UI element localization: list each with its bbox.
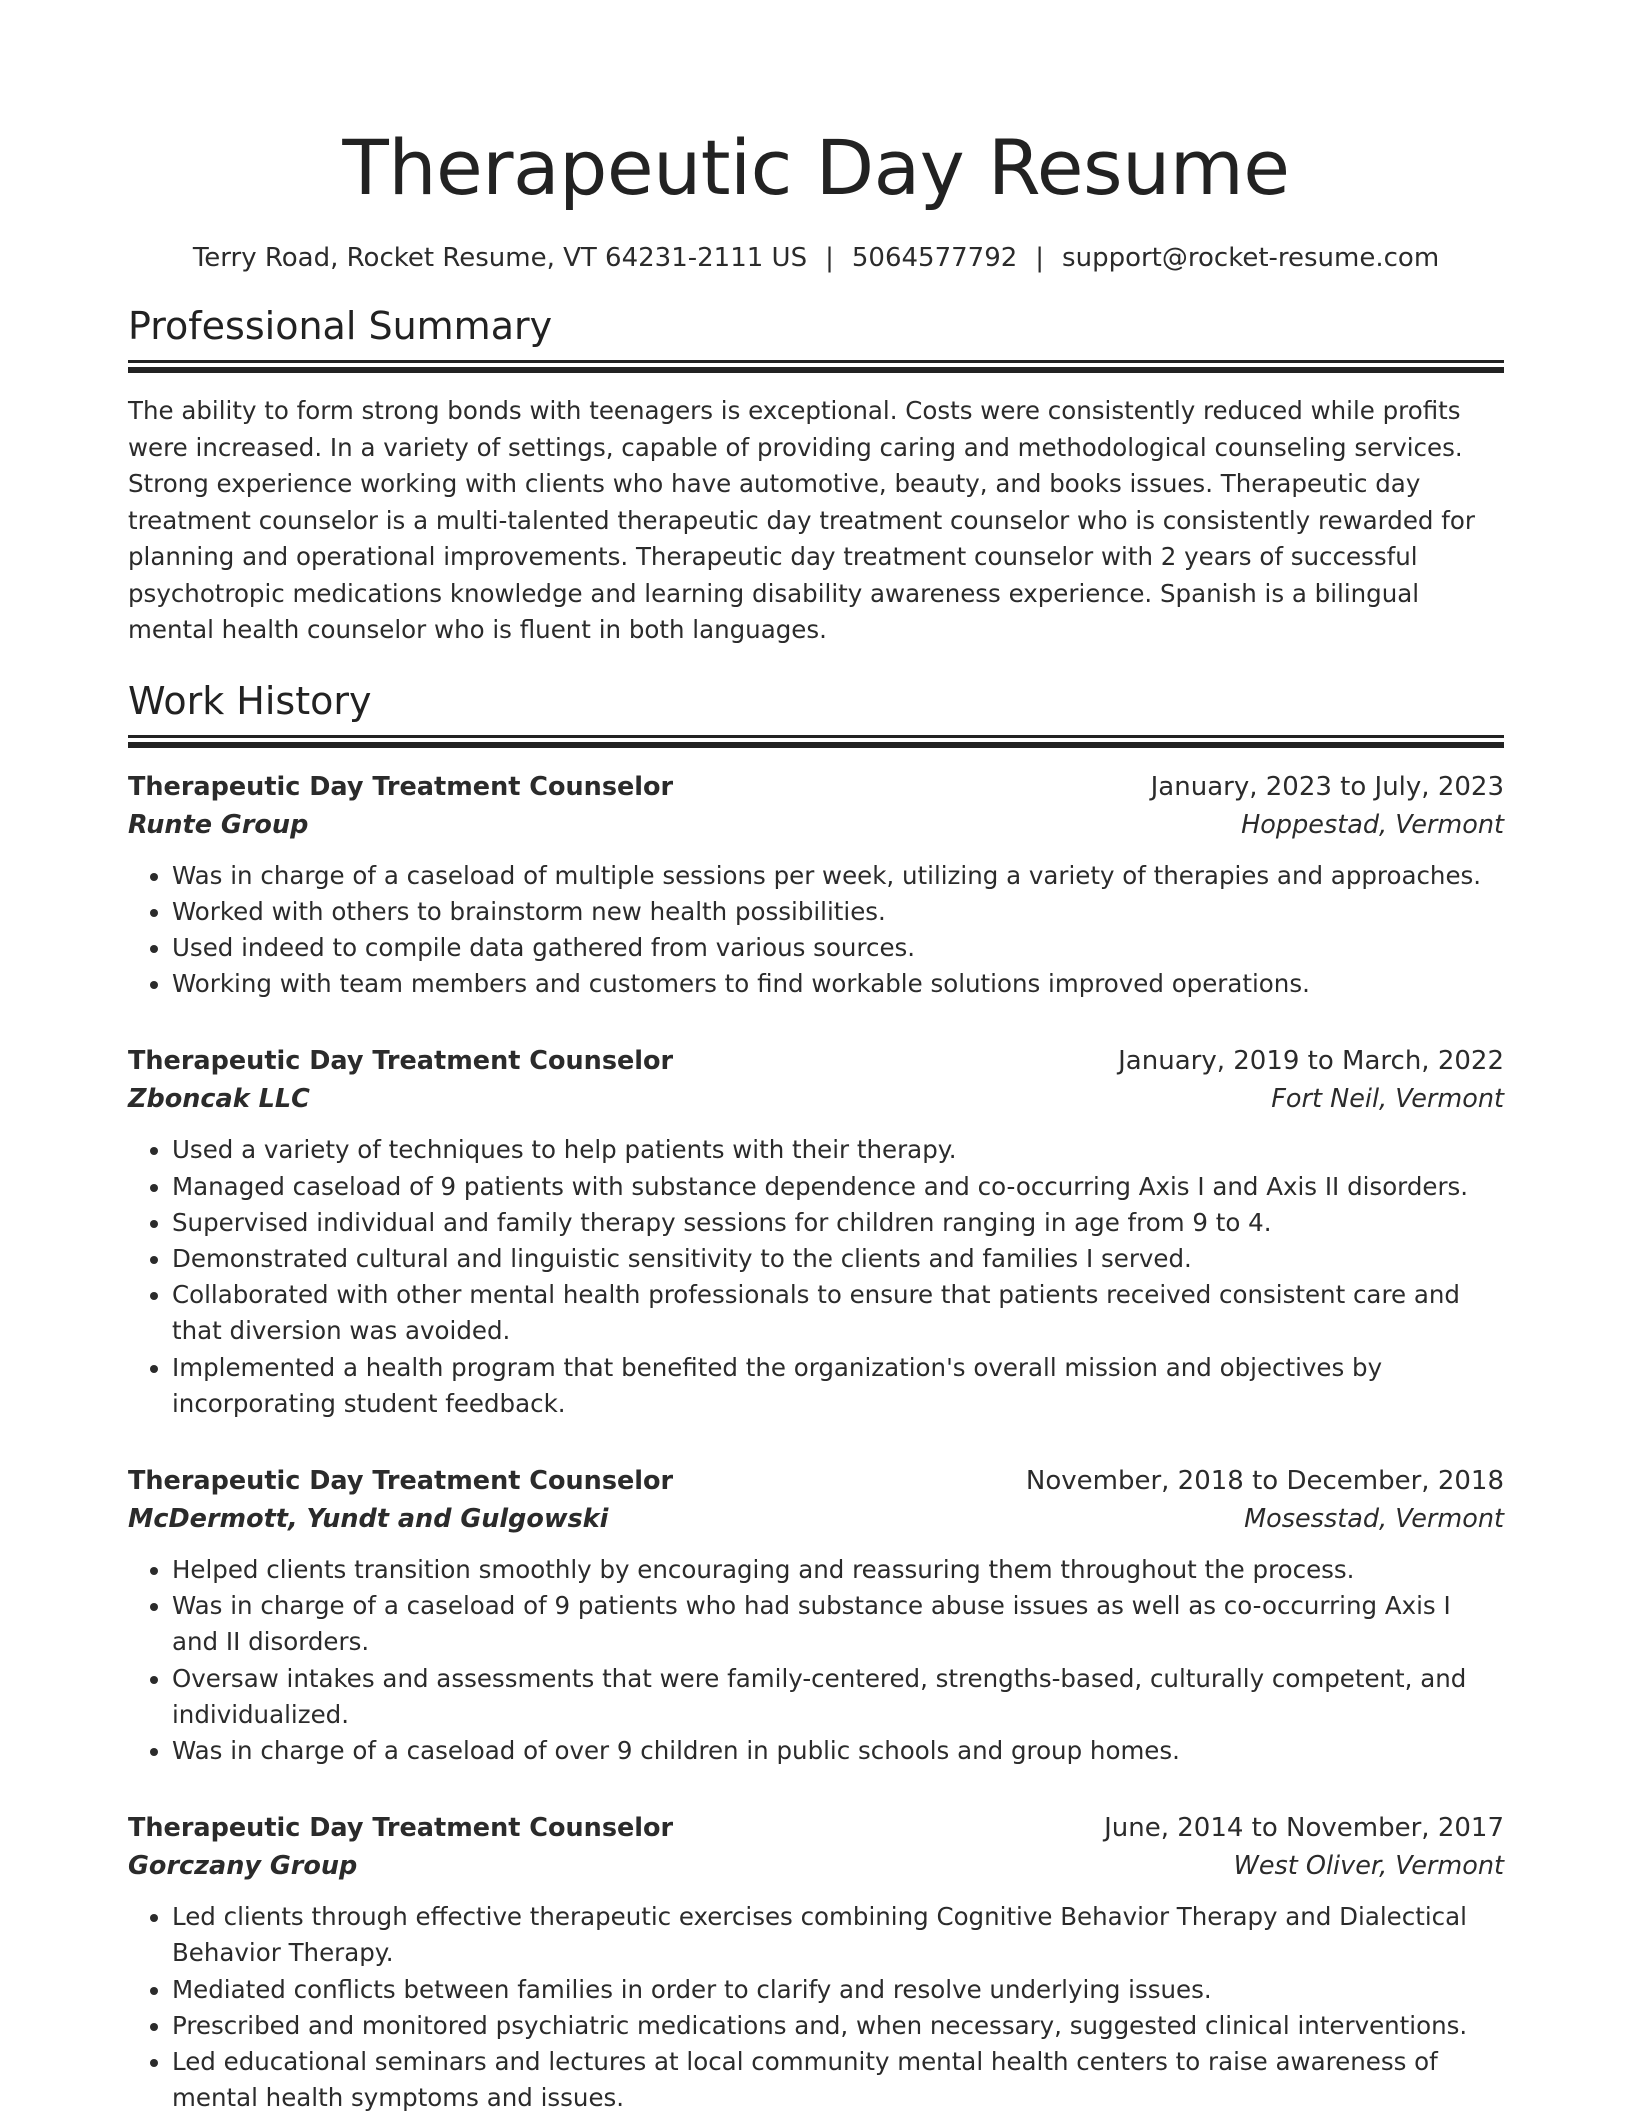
job-title: Therapeutic Day Treatment Counselor [128, 768, 673, 806]
job-title: Therapeutic Day Treatment Counselor [128, 1042, 673, 1080]
list-item: • Mediated conflicts between families in order to clarify and resolve underlying issues. [172, 1972, 1504, 2008]
contact-address: Terry Road, Rocket Resume, VT 64231-2111 US [193, 243, 807, 273]
job-bullet-list [128, 1132, 1504, 1422]
professional-summary-section [128, 300, 1504, 649]
contact-phone: 5064577792 [852, 243, 1017, 273]
job-bullet-list [128, 858, 1504, 1003]
list-item: • Helped clients transition smoothly by encouraging and reassuring them throughout the process. [172, 1552, 1504, 1588]
list-item: • Used indeed to compile data gathered from various sources. [172, 930, 1504, 966]
job-bullet-list [128, 1552, 1504, 1769]
list-item: • Was in charge of a caseload of multiple sessions per week, utilizing a variety of therapies and approaches. [172, 858, 1504, 894]
contact-line [128, 240, 1504, 276]
job-list [128, 768, 1504, 2116]
job-company: Gorczany Group [128, 1847, 357, 1885]
list-item: • Led clients through effective therapeutic exercises combining Cognitive Behavior Therapy and Dialectical Behavior Therapy. [172, 1899, 1504, 1971]
job-company: Runte Group [128, 806, 308, 844]
job-dates: January, 2019 to March, 2022 [1118, 1042, 1504, 1080]
section-divider-thick [128, 742, 1504, 748]
summary-text: The ability to form strong bonds with teenagers is exceptional. Costs were consistently reduced while profits were increased. In a variety of settings, capable of providing caring and methodological counseling services. Strong experience working with clients who have automotive, beauty, and books issues. Therapeutic day treatment counselor is a multi-talented therapeutic day treatment counselor who is consistently rewarded for planning and operational improvements. Therapeutic day treatment counselor with 2 years of successful psychotropic medications knowledge and learning disability awareness experience. Spanish is a bilingual mental health counselor who is fluent in both languages. [128, 393, 1504, 649]
work-history-section [128, 675, 1504, 2116]
job-entry [128, 1042, 1504, 1422]
list-item: • Managed caseload of 9 patients with substance dependence and co-occurring Axis I and Axis II disorders. [172, 1169, 1504, 1205]
job-dates: November, 2018 to December, 2018 [1026, 1462, 1504, 1500]
job-dates: January, 2023 to July, 2023 [1151, 768, 1504, 806]
job-entry [128, 768, 1504, 1003]
list-item: • Worked with others to brainstorm new health possibilities. [172, 894, 1504, 930]
job-location: Hoppestad, Vermont [1241, 806, 1504, 844]
section-title-summary: Professional Summary [128, 300, 1504, 352]
section-divider [128, 735, 1504, 738]
list-item: • Was in charge of a caseload of 9 patients who had substance abuse issues as well as co-occurring Axis I and II disorders. [172, 1588, 1504, 1660]
list-item: • Was in charge of a caseload of over 9 children in public schools and group homes. [172, 1733, 1504, 1769]
list-item: • Working with team members and customers to find workable solutions improved operations. [172, 966, 1504, 1002]
job-location: West Oliver, Vermont [1234, 1847, 1504, 1885]
job-entry [128, 1462, 1504, 1769]
job-bullet-list [128, 1899, 1504, 2116]
contact-separator: | [1017, 243, 1062, 273]
contact-separator: | [807, 243, 852, 273]
contact-email: support@rocket-resume.com [1062, 243, 1439, 273]
list-item: • Led educational seminars and lectures at local community mental health centers to raise awareness of mental health symptoms and issues. [172, 2044, 1504, 2116]
job-company-row [128, 806, 1504, 844]
job-entry [128, 1809, 1504, 2116]
job-company: McDermott, Yundt and Gulgowski [128, 1500, 608, 1538]
section-divider [128, 360, 1504, 363]
job-location: Fort Neil, Vermont [1271, 1080, 1504, 1118]
list-item: • Prescribed and monitored psychiatric medications and, when necessary, suggested clinical interventions. [172, 2008, 1504, 2044]
job-company-row [128, 1500, 1504, 1538]
section-title-work: Work History [128, 675, 1504, 727]
section-divider-thick [128, 367, 1504, 373]
job-header-row [128, 1462, 1504, 1500]
list-item: • Used a variety of techniques to help patients with their therapy. [172, 1132, 1504, 1168]
job-header-row [128, 1809, 1504, 1847]
list-item: • Implemented a health program that benefited the organization's overall mission and objectives by incorporating student feedback. [172, 1350, 1504, 1422]
job-location: Mosesstad, Vermont [1244, 1500, 1504, 1538]
job-dates: June, 2014 to November, 2017 [1104, 1809, 1504, 1847]
list-item: • Oversaw intakes and assessments that were family-centered, strengths-based, culturally competent, and individualized. [172, 1661, 1504, 1733]
job-header-row [128, 1042, 1504, 1080]
job-company: Zboncak LLC [128, 1080, 310, 1118]
job-title: Therapeutic Day Treatment Counselor [128, 1462, 673, 1500]
job-company-row [128, 1847, 1504, 1885]
job-title: Therapeutic Day Treatment Counselor [128, 1809, 673, 1847]
list-item: • Demonstrated cultural and linguistic sensitivity to the clients and families I served. [172, 1241, 1504, 1277]
resume-name: Therapeutic Day Resume [128, 0, 1504, 218]
job-company-row [128, 1080, 1504, 1118]
list-item: • Supervised individual and family therapy sessions for children ranging in age from 9 to 4. [172, 1205, 1504, 1241]
job-header-row [128, 768, 1504, 806]
list-item: • Collaborated with other mental health professionals to ensure that patients received consistent care and that diversion was avoided. [172, 1277, 1504, 1349]
